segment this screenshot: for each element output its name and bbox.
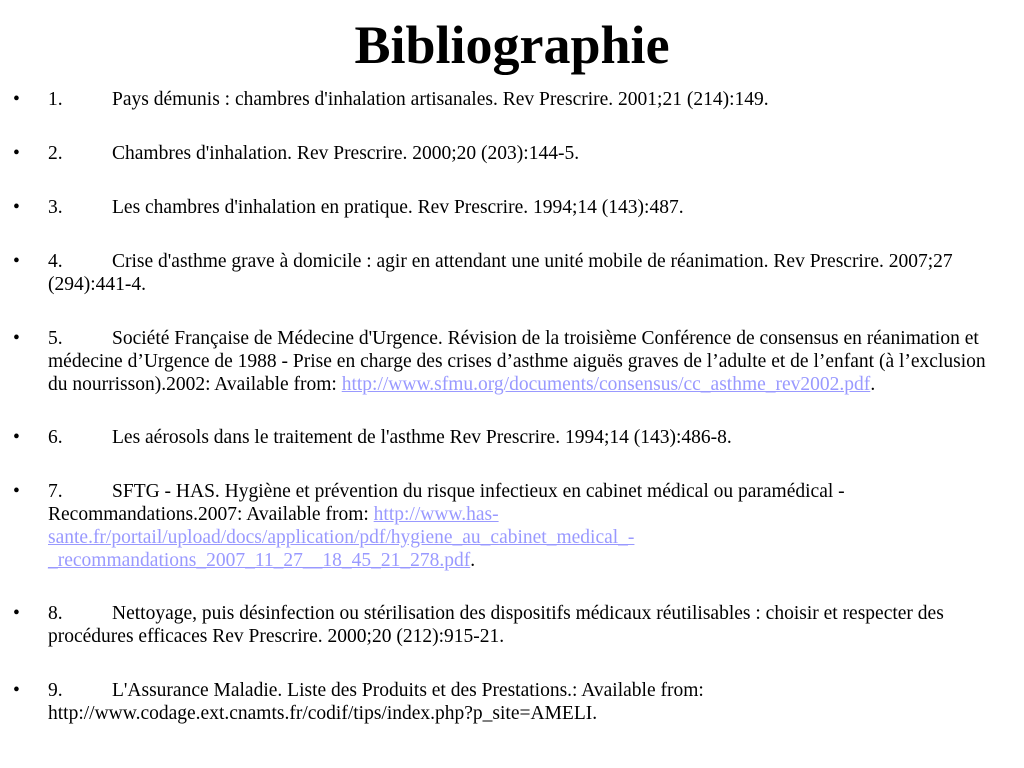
reference-text: Les chambres d'inhalation en pratique. Rev Prescrire. 1994;14 (143):487. (112, 197, 684, 218)
reference-number: 5. (48, 328, 63, 349)
list-item (0, 480, 1000, 572)
reference-text: Crise d'asthme grave à domicile : agir en attendant une unité mobile de réanimation. Rev Prescrire. 2007;27 (294):441-4. (48, 251, 953, 295)
reference-number: 1. (48, 89, 63, 110)
reference-number: 4. (48, 251, 63, 272)
page-title: Bibliographie (354, 15, 670, 75)
list-item (0, 88, 1000, 111)
bullet-icon: • (13, 143, 20, 164)
reference-text: Pays démunis : chambres d'inhalation artisanales. Rev Prescrire. 2001;21 (214):149. (112, 89, 769, 110)
bullet-icon: • (13, 89, 20, 110)
reference-number: 9. (48, 680, 63, 701)
reference-list (0, 88, 1000, 756)
bullet-icon: • (13, 427, 20, 448)
reference-number: 8. (48, 603, 63, 624)
reference-number: 7. (48, 481, 63, 502)
list-item (0, 142, 1000, 165)
bullet-icon: • (13, 197, 20, 218)
list-item (0, 426, 1000, 449)
list-item (0, 602, 1000, 648)
reference-number: 6. (48, 427, 63, 448)
list-item (0, 196, 1000, 219)
reference-text: SFTG - HAS. Hygiène et prévention du risque infectieux en cabinet médical ou paramédical - Recommandations.2007: Available from: (48, 481, 845, 525)
reference-text: Nettoyage, puis désinfection ou stérilisation des dispositifs médicaux réutilisables : choisir et respecter des procédures efficaces Rev Prescrire. 2000;20 (212):915-21. (48, 603, 944, 647)
reference-text: Société Française de Médecine d'Urgence. Révision de la troisième Conférence de consensus en réanimation et médecine d’Urgence de 1988 - Prise en charge des crises d’asthme aiguës graves de l’adulte et de l’enfant (à l’exclusion du nourrisson).2002: Available from: (48, 328, 986, 395)
reference-link[interactable]: http://www.has-sante.fr/portail/upload/docs/application/pdf/hygiene_au_cabinet_medical_-_recommandations_2007_11_27__18_45_21_278.pdf (48, 504, 635, 571)
reference-suffix: . (470, 550, 476, 571)
reference-text: L'Assurance Maladie. Liste des Produits et des Prestations.: Available from: http://www.codage.ext.cnamts.fr/codif/tips/index.php?p_site=AMELI. (48, 680, 704, 724)
list-item (0, 327, 1000, 396)
reference-text: Chambres d'inhalation. Rev Prescrire. 2000;20 (203):144-5. (112, 143, 580, 164)
reference-text: Les aérosols dans le traitement de l'asthme Rev Prescrire. 1994;14 (143):486-8. (112, 427, 732, 448)
reference-suffix: . (870, 374, 876, 395)
bullet-icon: • (13, 603, 20, 624)
bullet-icon: • (13, 328, 20, 349)
bullet-icon: • (13, 251, 20, 272)
reference-number: 2. (48, 143, 63, 164)
reference-link[interactable]: http://www.sfmu.org/documents/consensus/cc_asthme_rev2002.pdf (341, 374, 871, 395)
bullet-icon: • (13, 481, 20, 502)
list-item (0, 679, 1000, 725)
reference-number: 3. (48, 197, 63, 218)
list-item (0, 250, 1000, 296)
bullet-icon: • (13, 680, 20, 701)
